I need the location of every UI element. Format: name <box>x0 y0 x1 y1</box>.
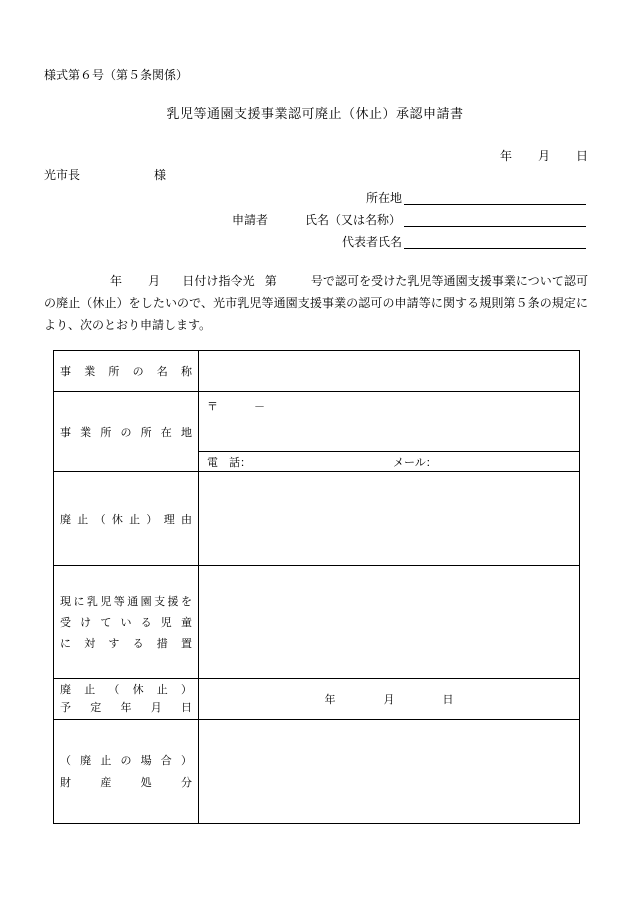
table-row-reason <box>54 472 580 566</box>
property-disposal-input[interactable] <box>199 720 580 824</box>
property-label-cell <box>54 720 199 824</box>
representative-name-field[interactable] <box>404 248 586 249</box>
schedule-date-input[interactable] <box>199 679 580 720</box>
contact-input[interactable] <box>199 452 580 472</box>
postal-mark: 〒 <box>207 400 218 413</box>
applicant-label: 申請者 <box>232 213 269 227</box>
schedule-label-cell <box>54 679 199 720</box>
schedule-date-line <box>199 691 579 707</box>
addressee-mayor: 光市長 <box>44 168 81 182</box>
reason-input[interactable] <box>199 472 580 566</box>
reason-label-cell <box>54 472 199 566</box>
measures-label-line-2: 受 け て い る 児 童 <box>60 615 192 629</box>
statement-year: 年 <box>110 274 123 288</box>
addressee-honorific: 様 <box>154 168 167 182</box>
schedule-year: 年 <box>324 693 336 706</box>
mail-label: メール： <box>393 455 437 469</box>
reason-label: 廃 止 （ 休 止 ） 理 由 <box>60 512 192 526</box>
application-statement <box>44 270 588 336</box>
schedule-month: 月 <box>383 693 395 706</box>
measures-label-line-3: に 対 す る 措 置 <box>60 636 192 650</box>
table-row-schedule <box>54 679 580 720</box>
date-month: 月 <box>538 149 551 163</box>
table-row-facility-location <box>54 392 580 452</box>
date-year: 年 <box>500 149 513 163</box>
statement-designation: 日付け指令光 <box>182 274 255 288</box>
facility-name-label-cell <box>54 351 199 392</box>
applicant-address-label: 所在地 <box>366 191 403 205</box>
facility-location-label-cell <box>54 392 199 472</box>
measures-label-cell <box>54 566 199 679</box>
facility-location-label: 事 業 所 の 所 在 地 <box>60 425 192 439</box>
statement-month: 月 <box>148 274 161 288</box>
contact-line <box>199 454 579 470</box>
phone-label: 電 話： <box>207 455 251 469</box>
measures-input[interactable] <box>199 566 580 679</box>
representative-label: 代表者氏名 <box>342 235 403 249</box>
table-row-facility-name <box>54 351 580 392</box>
table-row-property <box>54 720 580 824</box>
schedule-day: 日 <box>442 693 454 706</box>
property-label-line-2: 財 産 処 分 <box>60 775 192 789</box>
postal-dash: － <box>254 400 265 413</box>
applicant-name-field[interactable] <box>404 226 586 227</box>
page-title: 乳児等通園支援事業認可廃止（休止）承認申請書 <box>166 107 464 122</box>
schedule-label-line-2: 予 定 年 月 日 <box>60 701 192 714</box>
statement-main-text: 号で認可を受けた乳児等通園支援事業について認可の廃止（休止）をしたいので、光市乳児等通園支援事業の認可の申請等に関する規則第５条の規定により、次のとおり申請します。 <box>44 274 588 332</box>
applicant-address-field[interactable] <box>404 204 586 205</box>
form-number: 様式第６号（第５条関係） <box>44 68 189 82</box>
table-row-measures <box>54 566 580 679</box>
postal-code-line <box>199 392 579 414</box>
measures-label-line-1: 現 に 乳 児 等 通 園 支 援 を <box>60 594 192 608</box>
application-form-table <box>53 350 580 824</box>
date-day: 日 <box>576 149 589 163</box>
property-label-line-1: （ 廃 止 の 場 合 ） <box>60 753 192 767</box>
facility-name-label: 事 業 所 の 名 称 <box>60 365 192 378</box>
statement-dai: 第 <box>264 274 277 288</box>
applicant-name-label: 氏名（又は名称） <box>305 213 402 227</box>
schedule-label-line-1: 廃 止 （ 休 止 ） <box>60 683 192 696</box>
facility-address-input[interactable] <box>199 392 580 452</box>
facility-name-input[interactable] <box>199 351 580 392</box>
